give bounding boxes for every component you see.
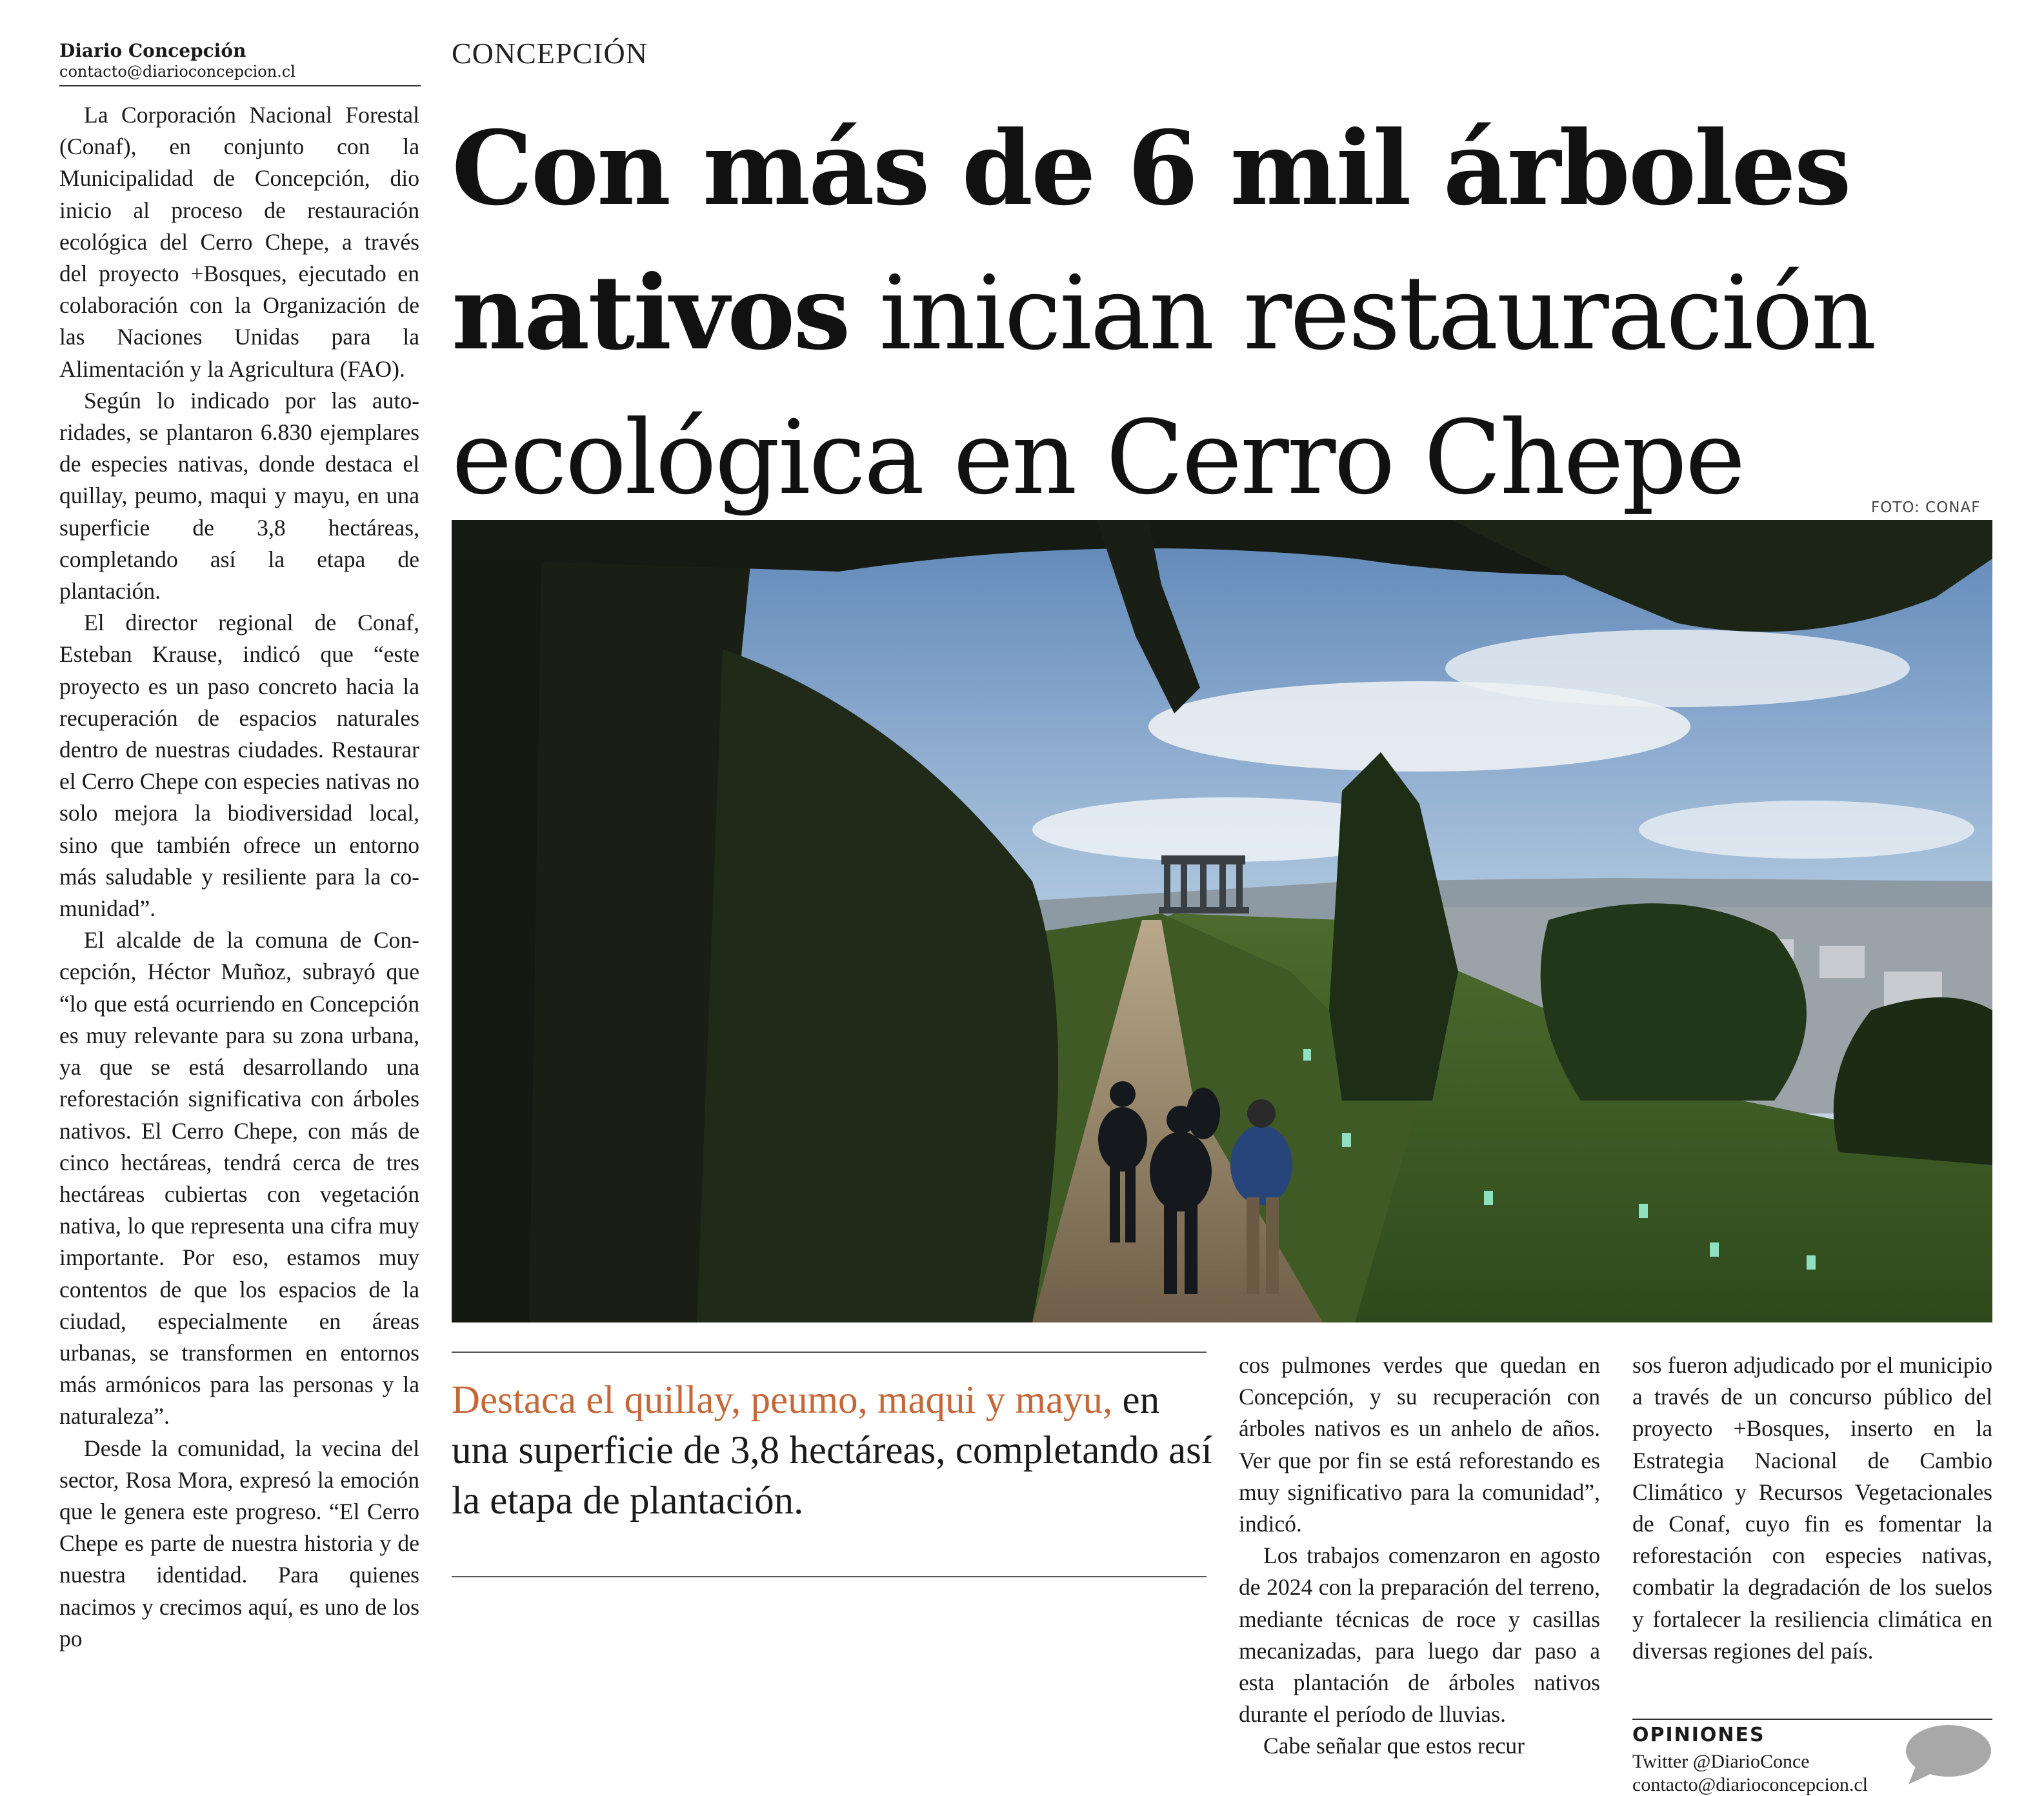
- article-paragraph: cos pulmones verdes que quedan en Concepción, y su recuperación con árboles nativos es un anhelo de años. Ver que por fin se está reforestando es muy significativo para la comunidad”, indicó.: [1239, 1352, 1600, 1537]
- headline-line-2: [452, 241, 2013, 386]
- speech-bubble-icon: [1897, 1722, 1994, 1787]
- right-article-column: [1632, 1350, 1992, 1667]
- opiniones-email: contacto@diarioconcepcion.cl: [1632, 1774, 1868, 1795]
- headline: [452, 97, 2013, 530]
- article-paragraph: Según lo indicado por las autoridades, se plantaron 6.830 ejemplares de especies nativas, donde destaca el quillay, peumo, maqui y mayu, en una superficie de 3,8 hectáreas, completando así la etapa de plantación.: [59, 387, 419, 604]
- headline-line-3: ecológica en Cerro Chepe: [452, 399, 1744, 517]
- section-label: CONCEPCIÓN: [452, 37, 648, 70]
- article-paragraph: Los trabajos comenzaron en agosto de 2024 con la preparación del terreno, mediante técnicas de roce y casillas mecanizadas, para luego dar paso a esta plantación de árboles nativos durante el período de lluvias.: [1239, 1542, 1600, 1728]
- photo-credit: FOTO: CONAF: [1871, 499, 1981, 516]
- headline-line-1: Con más de 6 mil árboles: [452, 109, 1850, 228]
- quote-bottom-rule: [452, 1576, 1207, 1577]
- pull-quote-highlight: Destaca el quillay, peumo, maqui y mayu,: [452, 1379, 1113, 1422]
- article-paragraph: sos fueron adjudicado por el municipio a través de un concurso público del proyecto +Bosques, inserto en la Estrategia Nacional de Cambio Climático y Recursos Vegetacionales de Conaf, cuyo fin es fomentar la reforestación con especies nativas, combatir la degradación de los suelos y fortalecer la resiliencia climática en diversas regiones del país.: [1632, 1352, 1992, 1664]
- article-photo: [452, 520, 1992, 1322]
- left-article-column: [59, 99, 419, 1655]
- newspaper-name: Diario Concepción: [59, 40, 246, 61]
- opiniones-title: OPINIONES: [1632, 1724, 1765, 1746]
- article-paragraph: El director regional de Conaf, Esteban Krause, indicó que “este proyecto es un paso concreto hacia la recuperación de espacios naturales dentro de nuestras ciudades. Restaurar el Cerro Chepe con especies nativas no solo mejora la biodiversidad local, sino que también ofrece un entorno más saludable y resiliente para la comunidad”.: [59, 610, 419, 922]
- newspaper-email: contacto@diarioconcepcion.cl: [59, 63, 296, 81]
- opiniones-divider: [1632, 1719, 1992, 1720]
- article-paragraph: La Corporación Nacional Forestal (Conaf), en conjunto con la Municipalidad de Concepción, dio inicio al proceso de restauración ecológica del Cerro Chepe, a través del proyecto +Bosques, ejecutado en colaboración con la Organización de las Naciones Unidas para la Alimentación y la Agricultura (FAO).: [59, 102, 419, 382]
- quote-top-rule: [452, 1352, 1207, 1353]
- headline-bold-word: nativos: [452, 254, 849, 373]
- headline-line-2-rest: inician restauración: [848, 254, 1875, 373]
- article-paragraph: Cabe señalar que estos recur: [1263, 1733, 1525, 1759]
- opiniones-twitter: Twitter @DiarioConce: [1632, 1751, 1810, 1772]
- masthead-divider: [59, 85, 421, 86]
- pull-quote: [452, 1375, 1213, 1526]
- pull-quote-rest: en una superficie de 3,8 hectáreas, completando así la etapa de plantación.: [452, 1379, 1212, 1522]
- article-paragraph: El alcalde de la comuna de Concepción, Héctor Muñoz, subrayó que “lo que está ocurriendo en Concepción es muy relevante para su zona urbana, ya que se está desarrollando una reforestación significativa con árboles nativos. El Cerro Chepe, con más de cinco hectáreas, tendrá cerca de tres hectáreas cubiertas con vegetación nativa, lo que representa una cifra muy importante. Por eso, estamos muy contentos de que los espacios de la ciudad, especialmente en áreas urbanas, se transformen en entornos más armónicos para las personas y la naturaleza”.: [59, 927, 419, 1430]
- article-paragraph: Desde la comunidad, la vecina del sector, Rosa Mora, expresó la emoción que le genera este progreso. “El Cerro Chepe es parte de nuestra historia y de nuestra identidad. Para quienes nacimos y crecimos aquí, es uno de los po: [59, 1435, 419, 1651]
- middle-article-column: [1239, 1350, 1600, 1762]
